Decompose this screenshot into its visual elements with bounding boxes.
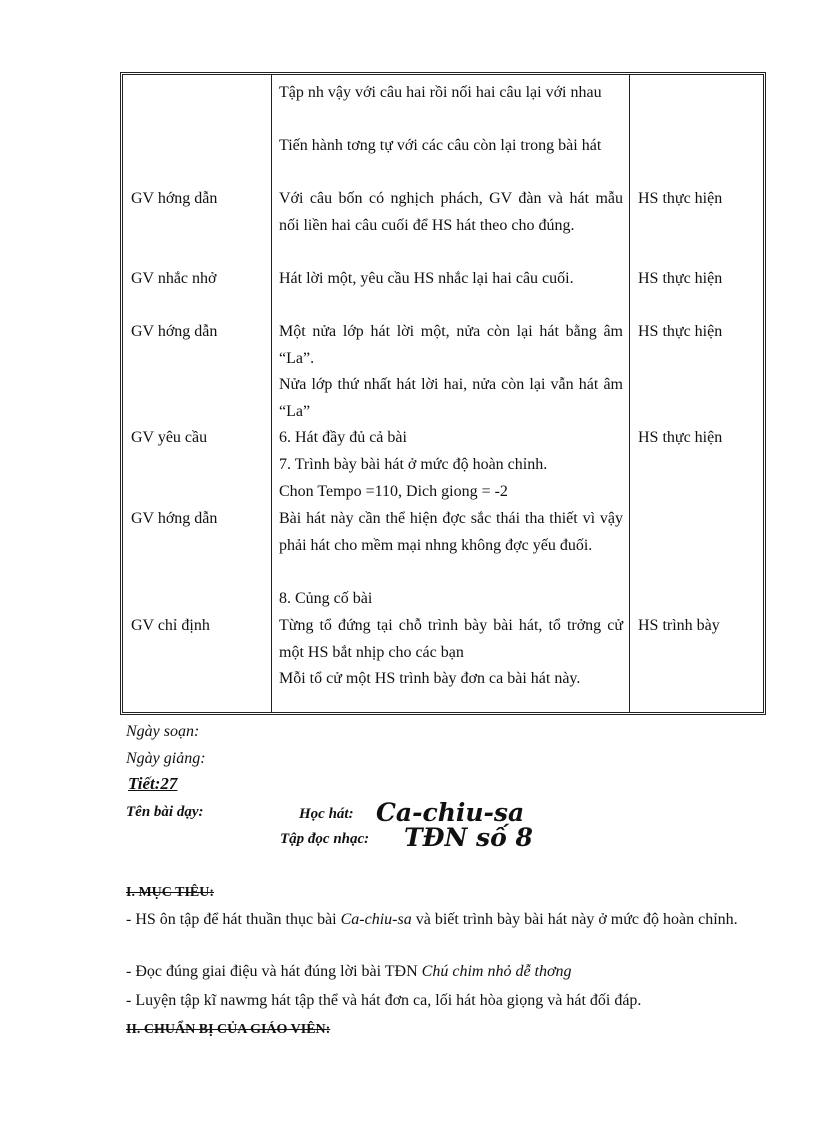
- table-cell-content: 7. Trình bày bài hát ở mức độ hoàn chỉnh.: [279, 456, 548, 473]
- section-2-heading: II. CHUẨN BỊ CỦA GIÁO VIÊN:: [126, 1022, 331, 1037]
- table-cell-content: Một nửa lớp hát lời một, nửa còn lại hát bằng âm “La”.: [279, 323, 623, 367]
- table-cell-student: HS trình bày: [638, 617, 720, 634]
- table-cell-content: Tiến hành tơng tự với các câu còn lại trong bài hát: [279, 137, 602, 154]
- objective-3: - Luyện tập kĩ nawmg hát tập thể và hát đơn ca, lối hát hòa giọng và hát đối đáp.: [126, 992, 642, 1009]
- table-cell-content: 6. Hát đầy đủ cả bài: [279, 429, 407, 446]
- table-cell-content: Hát lời một, yêu cầu HS nhắc lại hai câu cuối.: [279, 270, 574, 287]
- section-1-heading: I. MỤC TIÊU:: [126, 885, 215, 900]
- objective-2-text: - Đọc đúng giai điệu và hát đúng lời bài TĐN: [126, 963, 422, 980]
- table-cell-teacher: GV hớng dẫn: [131, 190, 218, 207]
- objective-1-text-b: và biết trình bày bài hát này ở mức độ hoàn chỉnh.: [411, 911, 738, 928]
- table-cell-content: Mỗi tổ cử một HS trình bày đơn ca bài hát này.: [279, 670, 581, 687]
- table-cell-student: HS thực hiện: [638, 429, 723, 446]
- ngay-soan-label: Ngày soạn:: [126, 723, 200, 740]
- lesson-name-label: Tên bài dạy:: [126, 804, 204, 820]
- tdn-song-name: Chú chim nhỏ dễ thơng: [421, 963, 572, 980]
- table-cell-teacher: GV hớng dẫn: [131, 510, 218, 527]
- table-cell-teacher: GV yêu cầu: [131, 429, 208, 446]
- objective-1-text-a: - HS ôn tập để hát thuần thục bài: [126, 911, 341, 928]
- table-cell-teacher: GV nhắc nhở: [131, 270, 217, 287]
- table-cell-content: Từng tổ đứng tại chỗ trình bày bài hát, tổ trởng cử một HS bắt nhịp cho các bạn: [279, 617, 623, 661]
- table-cell-content: Bài hát này cần thể hiện đợc sắc thái tha thiết vì vậy phải hát cho mềm mại nhng không đợc yếu đuối.: [279, 510, 623, 554]
- table-cell-student: HS thực hiện: [638, 190, 723, 207]
- table-cell-content: 8. Củng cố bài: [279, 590, 373, 607]
- column-divider: [271, 75, 272, 712]
- table-cell-student: HS thực hiện: [638, 323, 723, 340]
- table-cell-content: Nửa lớp thứ nhất hát lời hai, nửa còn lại vẫn hát âm “La”: [279, 376, 623, 420]
- table-cell-content: Với câu bốn có nghịch phách, GV đàn và hát mẫu nối liền hai câu cuối để HS hát theo cho đúng.: [279, 190, 623, 234]
- lesson-number: Tiết:27: [128, 774, 178, 793]
- table-cell-content: Chon Tempo =110, Dich giong = -2: [279, 483, 508, 500]
- objective-1: [126, 907, 758, 933]
- column-divider: [629, 75, 630, 712]
- song-name: Ca-chiu-sa: [340, 911, 412, 928]
- objective-2: [126, 959, 758, 985]
- tdn-title: TĐN số 8: [404, 823, 533, 852]
- table-cell-teacher: GV chỉ định: [131, 617, 210, 634]
- table-cell-teacher: GV hớng dẫn: [131, 323, 218, 340]
- song-title: Ca-chiu-sa: [376, 798, 525, 827]
- ngay-giang-label: Ngày giảng:: [126, 750, 206, 767]
- table-cell-content: Tập nh vậy với câu hai rồi nối hai câu lại với nhau: [279, 84, 602, 101]
- tap-doc-nhac-label: Tập đọc nhạc:: [280, 831, 370, 847]
- lesson-table: [120, 72, 766, 715]
- hoc-hat-label: Học hát:: [299, 806, 354, 822]
- table-cell-student: HS thực hiện: [638, 270, 723, 287]
